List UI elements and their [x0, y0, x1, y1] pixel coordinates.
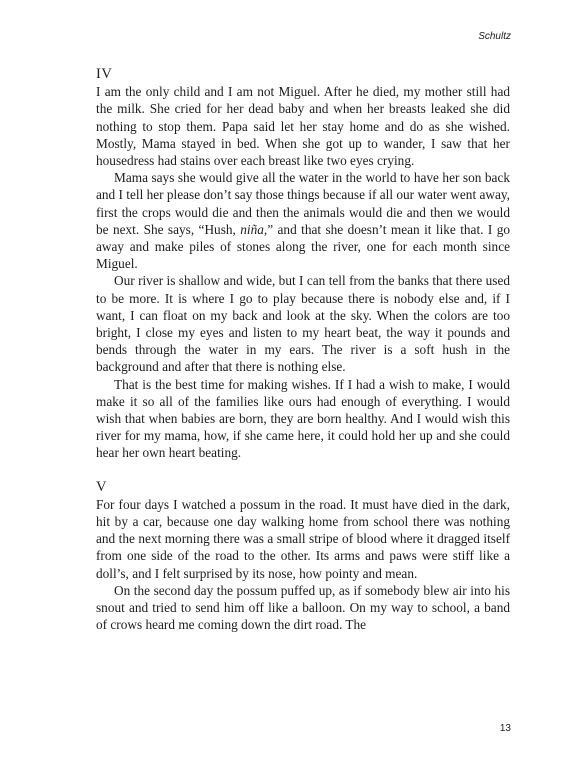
- paragraph: [96, 83, 510, 169]
- body-text: [96, 66, 510, 634]
- paragraph-text: On the second day the possum puffed up, as if somebody blew air into his snout and tried to send him off like a balloon. On my way to school, a band of crows heard me coming down the dirt road. The: [96, 582, 510, 633]
- paragraph: [96, 376, 510, 462]
- paragraph: [96, 272, 510, 375]
- paragraph-text: Mama says she would give all the water in the world to have her son back and I tell her please don’t say those things because if all our water went away, first the crops would die and then the animals would die and then we would be next. She says, “Hush,: [96, 170, 510, 237]
- paragraph-text: For four days I watched a possum in the road. It must have died in the dark, hit by a car, because one day walking home from school there was nothing and the next morning there was a small stripe of blood where it dragged itself from one side of the road to the other. Its arms and paws were stiff like a doll’s, and I felt surprised by its nose, how pointy and mean.: [96, 496, 510, 581]
- paragraph: [96, 496, 510, 582]
- paragraph: [96, 169, 510, 272]
- paragraph-text: ” and that she doesn’t mean it like that. I go away and make piles of stones along the river, one for each month since Miguel.: [96, 221, 510, 272]
- paragraph-text: Our river is shallow and wide, but I can tell from the banks that there used to be more. It is where I go to play because there is nobody else and, if I want, I can float on my back and look at the sky. When the colors are too bright, I close my eyes and listen to my heart beat, the way it pounds and bends through the water in my ears. The river is a soft hush in the background and after that there is nothing else.: [96, 273, 510, 375]
- paragraph: [96, 582, 510, 634]
- section-heading-v: V: [96, 478, 107, 495]
- running-head: Schultz: [478, 31, 511, 42]
- page-number: 13: [499, 723, 511, 734]
- section-heading-iv: IV: [96, 66, 113, 82]
- paragraph-text: That is the best time for making wishes. If I had a wish to make, I would make it so all of the families like ours had enough of everything. I would wish that when babies are born, they are born healthy. And I would wish this river for my mama, how, if she came here, it could hold her up and she could hear her own heart beating.: [96, 376, 510, 461]
- paragraph-text: I am the only child and I am not Miguel. After he died, my mother still had the milk. She cried for her dead baby and when her breasts leaked she did nothing to stop them. Papa said let her stay home and do as she wished. Mostly, Mama stayed in bed. When she got up to wander, I saw that her housedress had stains over each breast like two eyes crying.: [96, 84, 510, 169]
- paragraph-italic-text: niña,: [240, 221, 268, 237]
